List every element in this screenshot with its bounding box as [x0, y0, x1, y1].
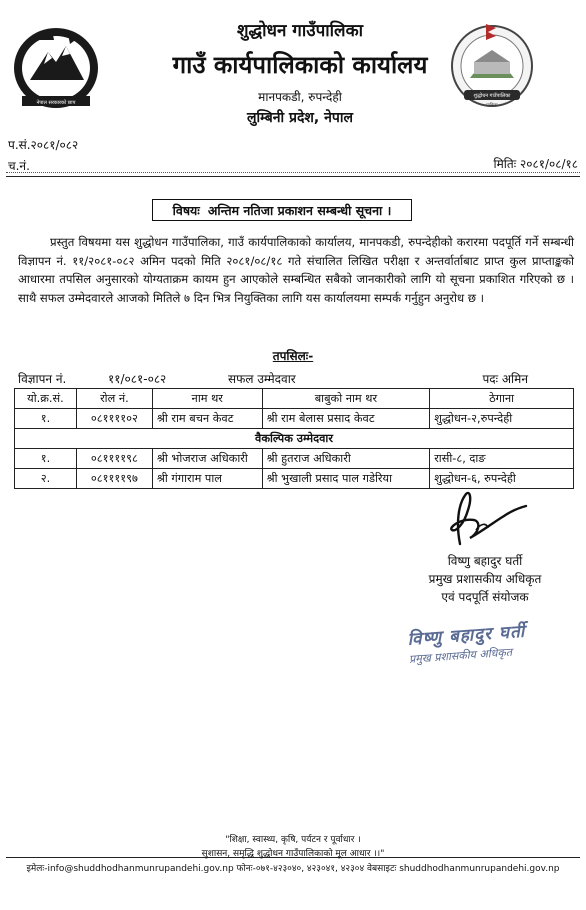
table-row [15, 409, 574, 429]
reference-number: प.सं.२०८१/०८२ [8, 138, 79, 152]
alternate-heading-row [15, 429, 574, 449]
dispatch-number: च.नं. [8, 159, 30, 173]
svg-text:नेपाल सरकारको छाप: नेपाल सरकारको छाप [36, 100, 76, 106]
official-name-stamp [407, 617, 549, 667]
cell-roll: ०८११११९८ [76, 449, 152, 469]
col-roll: रोल नं. [76, 389, 152, 409]
handwritten-signature [430, 484, 530, 554]
signatory-name: विष्णु बहादुर घर्ती [447, 554, 523, 568]
advert-label: विज्ञापन नं. [18, 372, 67, 386]
subject-label: विषयः [172, 202, 200, 218]
cell-serial: १. [15, 409, 77, 429]
svg-text:पालिका: पालिका [486, 102, 498, 107]
svg-text:शुद्धोधन गाउँपालिका: शुद्धोधन गाउँपालिका [473, 93, 511, 99]
footer-contact: इमेलः-info@shuddhodhanmunrupandehi.gov.np फोनः-०७१-४२३०४०, ४२३०४१, ४२३०४ वेबसाइटः shuddhodhanmunrupandehi.gov.np [26, 864, 560, 874]
successful-candidate-heading: सफल उम्मेदवार [228, 372, 296, 386]
cell-name: श्री राम बचन केवट [152, 409, 262, 429]
cell-serial: १. [15, 449, 77, 469]
cell-father-name: श्री हुतराज अधिकारी [262, 449, 430, 469]
municipality-logo-icon [450, 18, 534, 114]
footer-divider [6, 857, 580, 858]
footer-motto-line-2: सुशासन, समृद्धि शुद्धोधन गाउँपालिकाको मूल आधार ।।" [201, 849, 385, 859]
details-heading: तपसिलः- [272, 349, 314, 363]
notice-body: प्रस्तुत विषयमा यस शुद्धोधन गाउँपालिका, गाउँ कार्यपालिकाको कार्यालय, मानपकडी, रुपन्देहीको करारमा पदपूर्ति गर्ने सम्बन्धी विज्ञापन नं. ११/२०८१-०८२ अमिन पदको मिति २०८१/०८/१८ गते संचालित लिखित परीक्षा र अन्तर्वार्ताबाट प्राप्त कुल प्राप्ताङ्कको आधारमा तपसिल अनुसारको योग्यताक्रम कायम हुन आएकोले सम्बन्धित सबैको जानकारीको लागि यो सूचना प्रकाशित गरिएको छ । साथै सफल उम्मेदवारले आजको मितिले ७ दिन भित्र नियुक्तिका लागि यस कार्यालयमा सम्पर्क गर्नुहुन अनुरोध छ । [18, 235, 574, 305]
cell-roll: ०८११११०२ [76, 409, 152, 429]
office-name: गाउँ कार्यपालिकाको कार्यालय [172, 51, 428, 79]
stamp-name: विष्णु बहादुर घर्ती [406, 621, 526, 650]
cell-address: रासी-८, दाङ [430, 449, 574, 469]
results-table [14, 388, 574, 489]
col-serial: यो.क्र.सं. [15, 389, 77, 409]
signatory-block [400, 552, 570, 606]
cell-father-name: श्री भुखाली प्रसाद पाल गडेरिया [262, 469, 430, 489]
col-father-name: बाबुको नाम थर [262, 389, 430, 409]
province-name: लुम्बिनी प्रदेश, नेपाल [247, 110, 353, 126]
table-header-row [15, 389, 574, 409]
cell-name: श्री गंगाराम पाल [152, 469, 262, 489]
signatory-title: प्रमुख प्रशासकीय अधिकृत [428, 572, 542, 586]
cell-address: शुद्धोधन-६, रुपन्देही [430, 469, 574, 489]
cell-roll: ०८११११९७ [76, 469, 152, 489]
subject-box [152, 199, 412, 221]
nepal-government-emblem-icon [8, 18, 104, 114]
office-location: मानपकडी, रुपन्देही [258, 90, 342, 104]
cell-address: शुद्धोधन-२,रुपन्देही [430, 409, 574, 429]
col-name: नाम थर [152, 389, 262, 409]
stamp-title: प्रमुख प्रशासकीय अधिकृत [408, 645, 513, 666]
cell-name: श्री भोजराज अधिकारी [152, 449, 262, 469]
footer-motto-line-1: "शिक्षा, स्वास्थ्य, कृषि, पर्यटन र पूर्वाधार । [225, 835, 361, 845]
col-address: ठेगाना [430, 389, 574, 409]
subject-text: अन्तिम नतिजा प्रकाशन सम्बन्धी सूचना । [207, 202, 392, 218]
issue-date: मितिः २०८१/०८/१८ [493, 157, 578, 171]
table-row [15, 449, 574, 469]
post-name: पदः अमिन [482, 372, 528, 386]
signatory-role: एवं पदपूर्ति संयोजक [441, 590, 529, 604]
header-divider-dotted [6, 172, 580, 173]
advert-info-row [18, 370, 568, 387]
header-divider [6, 176, 580, 177]
municipality-name: शुद्धोधन गाउँपालिका [236, 21, 364, 41]
cell-father-name: श्री राम बेलास प्रसाद केवट [262, 409, 430, 429]
alternate-candidate-heading: वैकल्पिक उम्मेदवार [15, 429, 574, 449]
cell-serial: २. [15, 469, 77, 489]
advert-number: ११/०८१-०८२ [108, 372, 167, 386]
